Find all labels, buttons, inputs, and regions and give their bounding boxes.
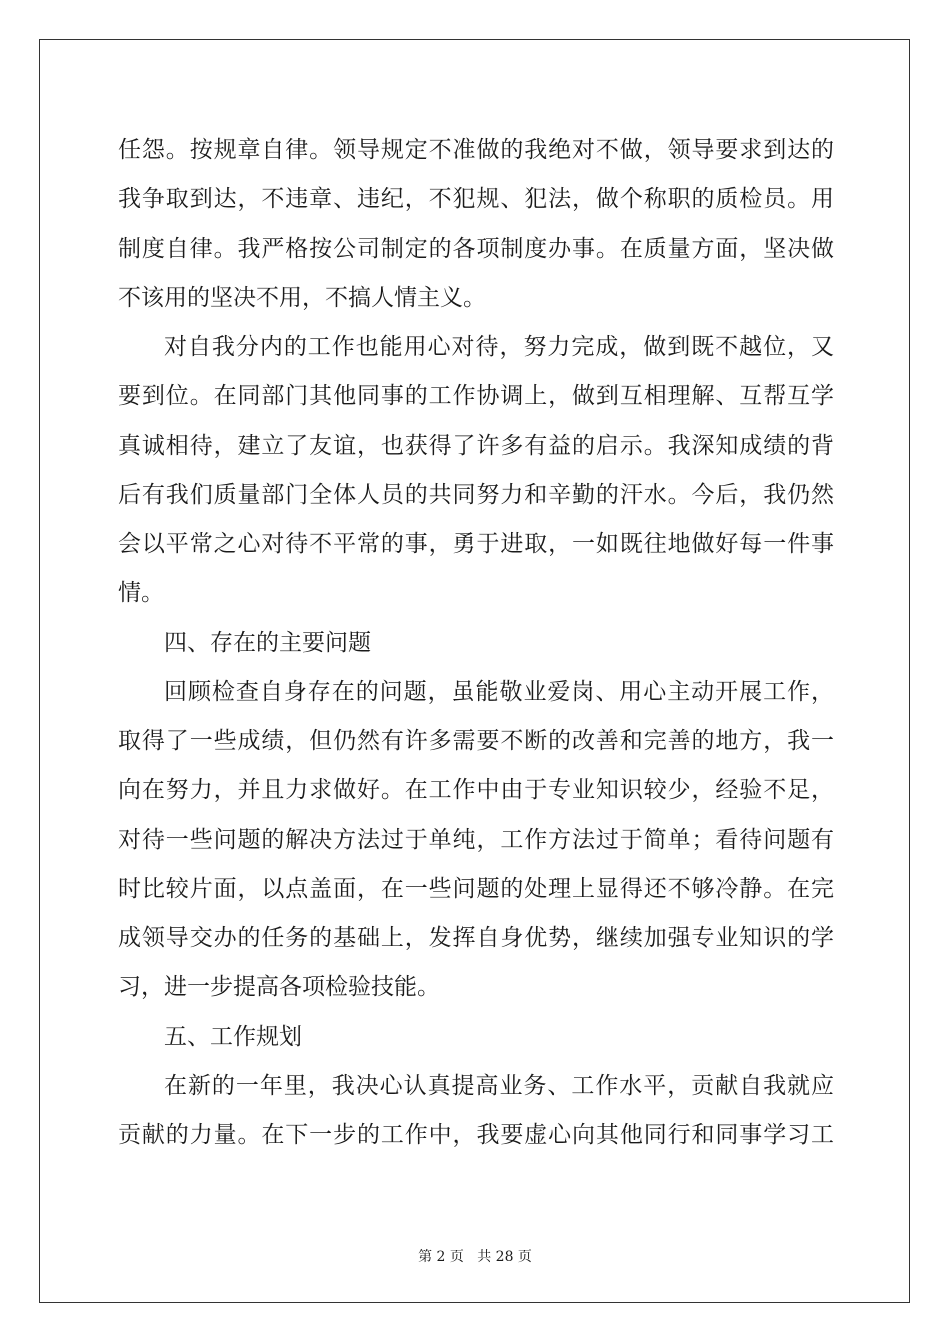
text-line: 我争取到达，不违章、违纪，不犯规、犯法，做个称职的质检员。用 [118, 186, 834, 213]
text-line: 四、存在的主要问题 [164, 629, 371, 656]
text-line: 五、工作规划 [164, 1023, 302, 1050]
text-line: 制度自律。我严格按公司制定的各项制度办事。在质量方面，坚决做 [118, 235, 834, 262]
text-line: 不该用的坚决不用，不搞人情主义。 [118, 284, 486, 311]
text-line: 回顾检查自身存在的问题，虽能敬业爱岗、用心主动开展工作， [164, 678, 834, 705]
text-line: 会以平常之心对待不平常的事，勇于进取，一如既往地做好每一件事 [118, 531, 834, 557]
text-line: 对待一些问题的解决方法过于单纯，工作方法过于简单；看待问题有 [118, 826, 834, 853]
text-line: 情。 [118, 580, 164, 607]
text-line: 习，进一步提高各项检验技能。 [118, 974, 440, 1001]
document-body [118, 126, 834, 1160]
text-line: 后有我们质量部门全体人员的共同努力和辛勤的汗水。今后，我仍然 [118, 481, 834, 508]
text-line: 成领导交办的任务的基础上，发挥自身优势，继续加强专业知识的学 [118, 925, 834, 951]
text-line: 贡献的力量。在下一步的工作中，我要虚心向其他同行和同事学习工 [118, 1122, 834, 1148]
text-line: 时比较片面，以点盖面，在一些问题的处理上显得还不够冷静。在完 [118, 875, 834, 902]
text-line: 任怨。按规章自律。领导规定不准做的我绝对不做，领导要求到达的 [118, 137, 834, 163]
text-line: 对自我分内的工作也能用心对待，努力完成，做到既不越位，又 [164, 334, 834, 360]
page-footer: 第 2 页 共 28 页 [418, 1249, 532, 1265]
text-line: 真诚相待，建立了友谊，也获得了许多有益的启示。我深知成绩的背 [118, 432, 834, 459]
text-line: 向在努力，并且力求做好。在工作中由于专业知识较少，经验不足， [118, 777, 834, 804]
text-line: 在新的一年里，我决心认真提高业务、工作水平，贡献自我就应 [164, 1072, 834, 1099]
text-line: 要到位。在同部门其他同事的工作协调上，做到互相理解、互帮互学 [118, 383, 834, 410]
text-line: 取得了一些成绩，但仍然有许多需要不断的改善和完善的地方，我一 [118, 728, 834, 754]
